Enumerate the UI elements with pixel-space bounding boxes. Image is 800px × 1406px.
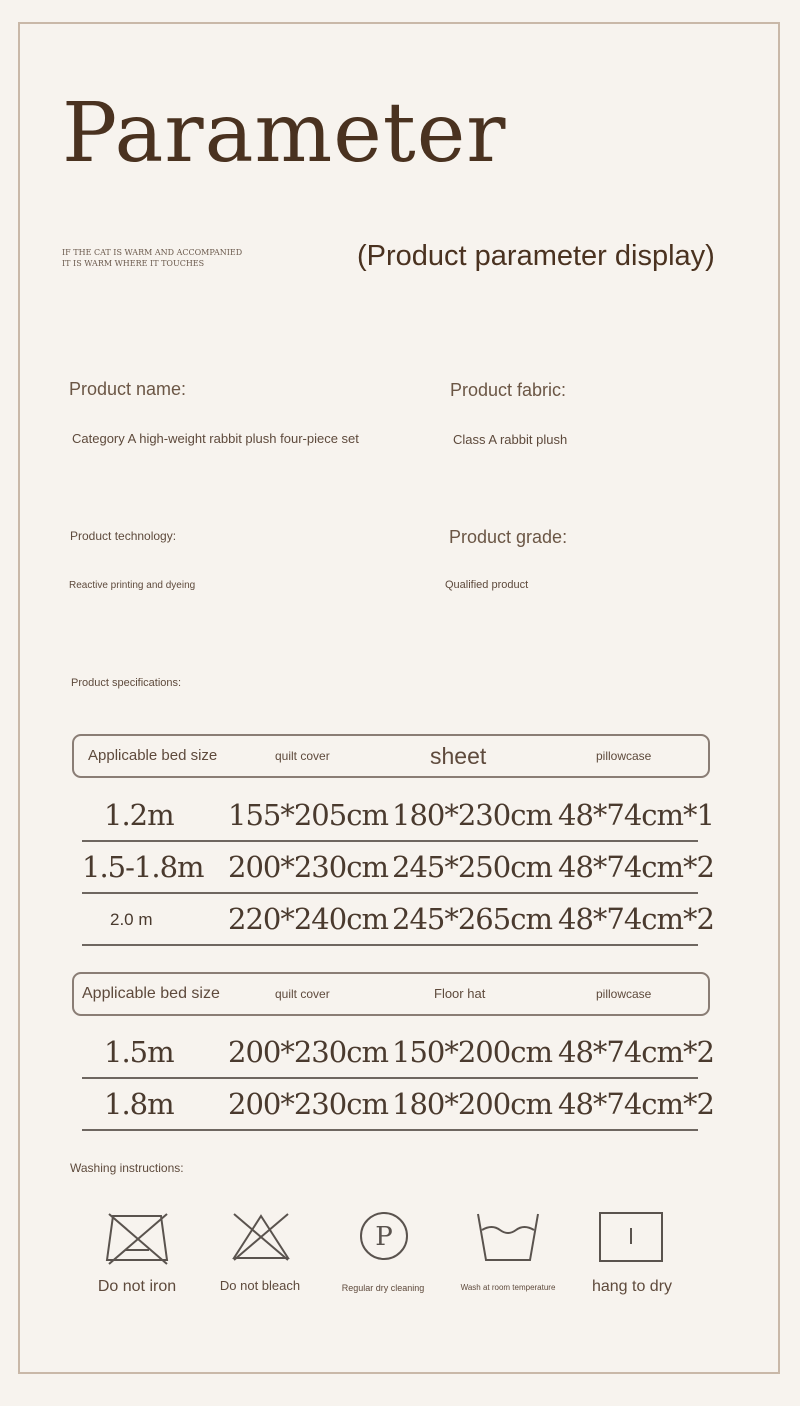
product-specs-label: Product specifications:	[71, 677, 182, 689]
cell-pillowcase: 48*74cm*1	[558, 798, 714, 832]
cell-quilt-cover: 200*230cm	[228, 850, 388, 884]
cell-bed-size: 1.5m	[104, 1035, 174, 1069]
product-technology-value: Reactive printing and dyeing	[69, 580, 196, 591]
cell-bed-size: 1.2m	[104, 798, 174, 832]
table-row	[82, 1031, 714, 1079]
product-grade-value: Qualified product	[445, 579, 529, 591]
cell-bed-size: 1.5-1.8m	[82, 850, 204, 884]
cell-pillowcase: 48*74cm*2	[558, 1035, 714, 1069]
table2-header-quilt-cover: quilt cover	[275, 987, 330, 1001]
svg-text:P: P	[375, 1222, 393, 1252]
tagline-line-1: IF THE CAT IS WARM AND ACCOMPANIED	[62, 248, 243, 257]
cell-sheet: 180*230cm	[392, 798, 552, 832]
cell-sheet: 245*265cm	[392, 902, 552, 936]
cell-pillowcase: 48*74cm*2	[558, 1087, 714, 1121]
tagline-line-2: IT IS WARM WHERE IT TOUCHES	[62, 259, 205, 268]
table2-header-pillowcase: pillowcase	[596, 987, 652, 1001]
hang-dry-label: hang to dry	[591, 1278, 673, 1295]
no-bleach-icon	[230, 1210, 292, 1264]
cell-bed-size: 2.0 m	[110, 910, 153, 929]
cell-bed-size: 1.8m	[104, 1087, 174, 1121]
table1-header	[72, 734, 710, 778]
no-iron-label: Do not iron	[97, 1278, 177, 1295]
cell-pillowcase: 48*74cm*2	[558, 902, 714, 936]
cell-quilt-cover: 155*205cm	[228, 798, 388, 832]
table2-header-floor-hat: Floor hat	[434, 986, 486, 1001]
product-fabric-label: Product fabric:	[450, 380, 567, 400]
wash-room-temp-label: Wash at room temperature	[460, 1283, 556, 1292]
cell-pillowcase: 48*74cm*2	[558, 850, 714, 884]
no-bleach-label: Do not bleach	[219, 1278, 301, 1293]
table-row	[82, 846, 714, 894]
table1-header-pillowcase: pillowcase	[596, 749, 652, 763]
no-iron-icon	[105, 1210, 171, 1268]
product-fabric-value: Class A rabbit plush	[453, 432, 568, 447]
cell-sheet: 245*250cm	[392, 850, 552, 884]
table-row	[82, 898, 714, 946]
table2-header-bed-size: Applicable bed size	[82, 985, 220, 1002]
table1-header-sheet: sheet	[430, 743, 487, 769]
washing-instructions-label: Washing instructions:	[70, 1161, 184, 1175]
product-name-label: Product name:	[69, 379, 187, 399]
table-row	[82, 1083, 714, 1131]
product-grade-label: Product grade:	[449, 527, 568, 547]
product-technology-label: Product technology:	[70, 529, 177, 543]
page-subtitle: (Product parameter display)	[357, 240, 715, 272]
page-title: Parameter	[62, 86, 507, 181]
dry-clean-label: Regular dry cleaning	[341, 1283, 425, 1293]
cell-floor-hat: 150*200cm	[392, 1035, 552, 1069]
wash-tub-icon	[476, 1210, 540, 1264]
cell-quilt-cover: 200*230cm	[228, 1087, 388, 1121]
cell-floor-hat: 180*200cm	[392, 1087, 552, 1121]
table1-header-bed-size: Applicable bed size	[88, 747, 218, 764]
product-name-value: Category A high-weight rabbit plush four-piece set	[72, 431, 359, 446]
cell-quilt-cover: 220*240cm	[228, 902, 388, 936]
dry-clean-p-icon	[358, 1210, 410, 1262]
hang-dry-icon	[598, 1210, 664, 1264]
table1-header-quilt-cover: quilt cover	[275, 749, 330, 763]
tagline	[62, 247, 242, 269]
cell-quilt-cover: 200*230cm	[228, 1035, 388, 1069]
table2-header	[72, 972, 710, 1016]
table-row	[82, 794, 714, 842]
